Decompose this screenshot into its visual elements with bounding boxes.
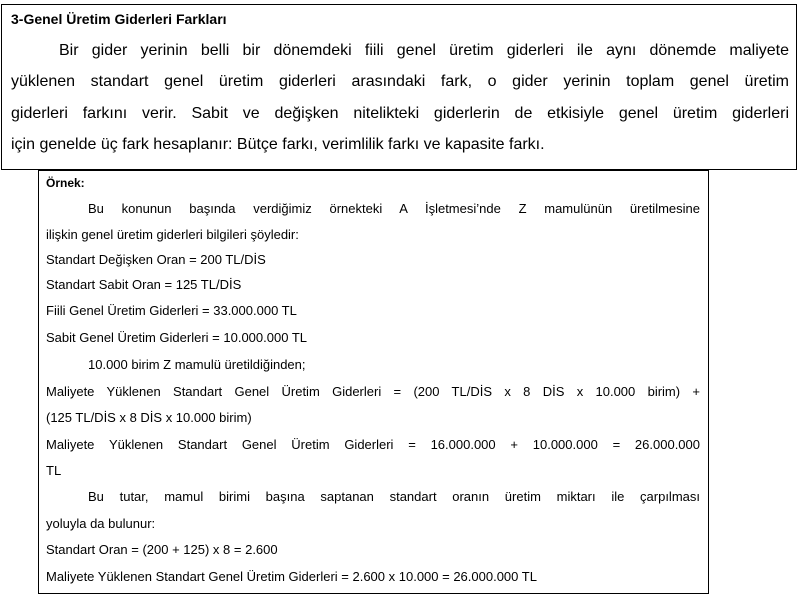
example-line: ilişkin genel üretim giderleri bilgileri şöyledir:: [46, 227, 299, 242]
example-line: Maliyete Yüklenen Standart Genel Üretim Giderleri = 16.000.000 + 10.000.000 = 26.000.000: [46, 437, 700, 452]
example-line: Standart Sabit Oran = 125 TL/DİS: [46, 277, 242, 292]
section-title: 3-Genel Üretim Giderleri Farkları: [11, 11, 227, 27]
example-line: Bu konunun başında verdiğimiz örnekteki A İşletmesi’nde Z mamulünün üretilmesine: [88, 201, 700, 216]
example-line: 10.000 birim Z mamulü üretildiğinden;: [88, 357, 306, 372]
example-line: (125 TL/DİS x 8 DİS x 10.000 birim): [46, 410, 252, 425]
example-line: TL: [46, 463, 62, 478]
example-box: [38, 170, 709, 594]
section-paragraph-line: giderleri farkını verir. Sabit ve değişken nitelikteki giderlerin de etkisiyle genel üretim giderleri: [11, 105, 789, 122]
example-line: Bu tutar, mamul birimi başına saptanan standart oranın üretim miktarı ile çarpılması: [88, 489, 700, 504]
example-line: Maliyete Yüklenen Standart Genel Üretim Giderleri = (200 TL/DİS x 8 DİS x 10.000 birim) +: [46, 384, 700, 399]
example-line: Maliyete Yüklenen Standart Genel Üretim Giderleri = 2.600 x 10.000 = 26.000.000 TL: [46, 569, 537, 584]
section-paragraph-line: yüklenen standart genel üretim giderleri arasındaki fark, o gider yerinin toplam genel üretim: [11, 73, 789, 90]
example-line: Fiili Genel Üretim Giderleri = 33.000.000 TL: [46, 303, 297, 318]
example-title: Örnek:: [46, 176, 85, 190]
example-line: Sabit Genel Üretim Giderleri = 10.000.000 TL: [46, 330, 307, 345]
section-paragraph-line: Bir gider yerinin belli bir dönemdeki fiili genel üretim giderleri ile aynı dönemde maliyete: [59, 42, 789, 59]
section-paragraph-line: için genelde üç fark hesaplanır: Bütçe farkı, verimlilik farkı ve kapasite farkı.: [11, 136, 545, 153]
section-box: [1, 4, 797, 170]
example-line: Standart Oran = (200 + 125) x 8 = 2.600: [46, 542, 278, 557]
example-line: Standart Değişken Oran = 200 TL/DİS: [46, 252, 266, 267]
example-line: yoluyla da bulunur:: [46, 516, 156, 531]
